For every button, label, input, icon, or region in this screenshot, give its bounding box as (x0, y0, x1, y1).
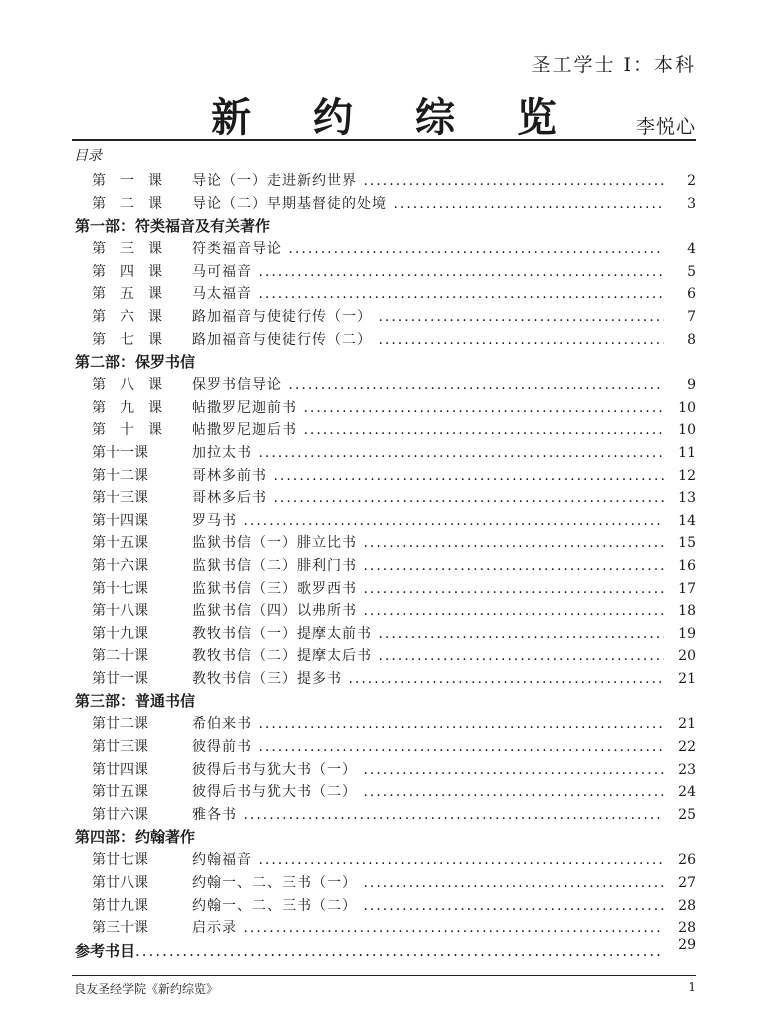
toc-entry-page: 21 (678, 716, 696, 733)
toc-lesson-char: 第廿三课 (92, 739, 148, 756)
toc-entry-title: 监狱书信（三）歌罗西书 ..... (192, 578, 664, 601)
toc-lesson-char: 课 (148, 308, 162, 325)
toc-entry[interactable] (0, 713, 768, 736)
toc-lesson-char: 第十三课 (92, 490, 148, 507)
toc-lesson-number (92, 397, 162, 420)
toc-entry[interactable] (0, 668, 768, 691)
toc-entry-page: 16 (678, 557, 696, 574)
toc-entry-title: 启示录 ..... (192, 917, 664, 940)
footer-rule (72, 975, 696, 976)
toc-lesson-char: 二 (120, 195, 134, 212)
toc-lesson-char: 第 (92, 308, 106, 325)
toc-entry[interactable] (0, 895, 768, 918)
toc-entry-page: 17 (678, 580, 696, 597)
toc-entry-page: 14 (678, 512, 696, 529)
toc-entry-title: 约翰一、二、三书（二） ..... (192, 895, 664, 918)
toc-entry-title: 彼得后书与犹大书（一） ..... (192, 759, 664, 782)
toc-lesson-char: 第 (92, 263, 106, 280)
toc-entry-page: 11 (678, 444, 696, 461)
toc-entry-title: 教牧书信（一）提摩太前书 ..... (192, 623, 664, 646)
toc-entry[interactable] (0, 465, 768, 488)
toc-entry-page: 22 (678, 739, 696, 756)
toc-label: 目录 (74, 148, 102, 164)
toc-entry-page: 10 (678, 422, 696, 439)
toc-entry-title: 监狱书信（四）以弗所书 ..... (192, 600, 664, 623)
toc-lesson-number (92, 532, 162, 555)
toc-entry-page: 27 (678, 875, 696, 892)
toc-entry[interactable] (0, 736, 768, 759)
toc-entry[interactable] (0, 170, 768, 193)
toc-lesson-number (92, 645, 162, 668)
toc-lesson-char: 课 (148, 195, 162, 212)
toc-entry-page: 6 (687, 286, 696, 303)
toc-entry-title: 监狱书信（一）腓立比书 ..... (192, 532, 664, 555)
toc-entry-page: 2 (687, 173, 696, 189)
toc-lesson-char: 八 (120, 377, 134, 394)
toc-lesson-number (92, 804, 162, 827)
toc-lesson-number (92, 283, 162, 306)
toc-entry[interactable] (0, 849, 768, 872)
author-name: 李悦心 (635, 116, 696, 138)
toc-lesson-number (92, 555, 162, 578)
toc-entry-title: 路加福音与使徒行传（一） ..... (192, 306, 664, 329)
toc-part-heading: 第二部：保罗书信 (75, 353, 196, 372)
toc-entry-page: 15 (678, 535, 696, 552)
toc-entry-page: 10 (678, 399, 696, 416)
toc-lesson-char: 七 (120, 331, 134, 348)
toc-part-heading: 第三部：普通书信 (75, 692, 196, 711)
toc-lesson-char: 三 (120, 241, 134, 258)
toc-entry-page: 9 (687, 377, 696, 394)
toc-entry-page: 5 (687, 263, 696, 280)
toc-lesson-number (92, 193, 162, 216)
toc-entry-title: 希伯来书 ..... (192, 713, 664, 736)
toc-entry[interactable] (0, 419, 768, 442)
toc-entry[interactable] (0, 759, 768, 782)
toc-lesson-char: 第 (92, 286, 106, 303)
toc-lesson-char: 一 (120, 173, 134, 189)
toc-lesson-char: 第 (92, 241, 106, 258)
toc-entry-page: 4 (687, 241, 696, 258)
toc-entry[interactable] (0, 261, 768, 284)
toc-entry-page: 18 (678, 603, 696, 620)
toc-lesson-number (92, 374, 162, 397)
toc-lesson-char: 第 (92, 422, 106, 439)
toc-entry-title: 雅各书 ..... (192, 804, 664, 827)
toc-lesson-char: 第十七课 (92, 580, 148, 597)
toc-entry[interactable] (0, 600, 768, 623)
toc-lesson-number (92, 442, 162, 465)
toc-entry-title: 监狱书信（二）腓利门书 ..... (192, 555, 664, 578)
toc-entry[interactable] (0, 781, 768, 804)
course-label: 圣工学士 I：本科 (531, 54, 696, 76)
toc-bibliography[interactable] (0, 936, 768, 962)
toc-entry-title: 彼得前书 ..... (192, 736, 664, 759)
toc-lesson-char: 第十五课 (92, 535, 148, 552)
header-rule (72, 139, 696, 141)
toc-lesson-char: 课 (148, 377, 162, 394)
bibliography-title: 参考书目 ..... (75, 940, 664, 962)
toc-entry-title: 教牧书信（三）提多书 ..... (192, 668, 664, 691)
toc-entry-title: 导论（一）走进新约世界 ..... (192, 170, 664, 193)
toc-entry-page: 25 (678, 806, 696, 823)
toc-lesson-char: 第 (92, 399, 106, 416)
toc-entry-page: 7 (687, 308, 696, 325)
toc-entry-title: 约翰福音 ..... (192, 849, 664, 872)
toc-lesson-number (92, 419, 162, 442)
toc-lesson-char: 第 (92, 377, 106, 394)
toc-lesson-number (92, 895, 162, 918)
toc-lesson-char: 第廿五课 (92, 784, 148, 801)
toc-entry-title: 马可福音 ..... (192, 261, 664, 284)
toc-entry-title: 符类福音导论 ..... (192, 238, 664, 261)
toc-lesson-number (92, 623, 162, 646)
toc-lesson-char: 第三十课 (92, 920, 148, 937)
toc-lesson-number (92, 872, 162, 895)
toc-lesson-char: 五 (120, 286, 134, 303)
toc-entry-page: 24 (678, 784, 696, 801)
toc-entry[interactable] (0, 645, 768, 668)
toc-entry-title: 加拉太书 ..... (192, 442, 664, 465)
toc-lesson-char: 第十八课 (92, 603, 148, 620)
toc-entry[interactable] (0, 193, 768, 216)
toc-entry-page: 12 (678, 467, 696, 484)
toc-lesson-number (92, 600, 162, 623)
toc-lesson-char: 第廿八课 (92, 875, 148, 892)
page-title: 新 约 综 览 (211, 94, 581, 141)
toc-entry-title: 教牧书信（二）提摩太后书 ..... (192, 645, 664, 668)
table-of-contents (0, 170, 768, 962)
toc-part-heading: 第一部：符类福音及有关著作 (75, 217, 271, 236)
toc-entry[interactable] (0, 238, 768, 261)
toc-lesson-char: 六 (120, 308, 134, 325)
toc-lesson-number (92, 759, 162, 782)
toc-lesson-char: 第二十课 (92, 648, 148, 665)
toc-lesson-number (92, 781, 162, 804)
toc-entry-title: 彼得后书与犹大书（二） ..... (192, 781, 664, 804)
toc-lesson-number (92, 736, 162, 759)
toc-lesson-number (92, 713, 162, 736)
toc-entry-title: 帖撒罗尼迦后书 ..... (192, 419, 664, 442)
toc-entry-title: 帖撒罗尼迦前书 ..... (192, 397, 664, 420)
toc-lesson-number (92, 306, 162, 329)
toc-part-heading: 第四部：约翰著作 (75, 828, 196, 847)
toc-lesson-number (92, 329, 162, 352)
toc-lesson-char: 第廿六课 (92, 806, 148, 823)
toc-lesson-char: 第廿四课 (92, 761, 148, 778)
toc-lesson-number (92, 170, 162, 193)
footer-source: 良友圣经学院《新约综览》 (74, 982, 219, 996)
toc-lesson-number (92, 465, 162, 488)
toc-lesson-char: 第十二课 (92, 467, 148, 484)
toc-entry[interactable] (0, 555, 768, 578)
footer-page-number: 1 (688, 980, 696, 994)
toc-lesson-number (92, 917, 162, 940)
toc-lesson-number (92, 510, 162, 533)
toc-entry-title: 保罗书信导论 ..... (192, 374, 664, 397)
toc-lesson-number (92, 668, 162, 691)
toc-entry-title: 马太福音 ..... (192, 283, 664, 306)
toc-lesson-char: 四 (120, 263, 134, 280)
toc-lesson-char: 课 (148, 173, 162, 189)
toc-entry-title: 哥林多后书 ..... (192, 487, 664, 510)
toc-entry[interactable] (0, 487, 768, 510)
toc-entry[interactable] (0, 804, 768, 827)
toc-lesson-char: 第十一课 (92, 444, 148, 461)
toc-entry-page: 20 (678, 648, 696, 665)
toc-lesson-char: 课 (148, 263, 162, 280)
toc-lesson-char: 课 (148, 331, 162, 348)
toc-lesson-char: 十 (120, 422, 134, 439)
toc-entry[interactable] (0, 442, 768, 465)
toc-entry-title: 约翰一、二、三书（一） ..... (192, 872, 664, 895)
toc-lesson-char: 九 (120, 399, 134, 416)
toc-lesson-char: 课 (148, 286, 162, 303)
toc-entry-title: 哥林多前书 ..... (192, 465, 664, 488)
toc-lesson-char: 第廿七课 (92, 852, 148, 869)
toc-entry[interactable] (0, 578, 768, 601)
toc-entry-page: 13 (678, 490, 696, 507)
toc-lesson-char: 课 (148, 241, 162, 258)
toc-entry[interactable] (0, 623, 768, 646)
toc-lesson-char: 第廿九课 (92, 897, 148, 914)
toc-lesson-number (92, 238, 162, 261)
toc-entry-page: 23 (678, 761, 696, 778)
toc-lesson-number (92, 849, 162, 872)
toc-entry-page: 8 (687, 331, 696, 348)
toc-lesson-char: 第 (92, 173, 106, 189)
toc-lesson-char: 课 (148, 399, 162, 416)
toc-entry[interactable] (0, 374, 768, 397)
toc-lesson-char: 第十六课 (92, 557, 148, 574)
toc-entry-page: 3 (687, 195, 696, 212)
toc-entry-page: 19 (678, 625, 696, 642)
toc-entry-title: 导论（二）早期基督徒的处境 ..... (192, 193, 664, 216)
toc-lesson-char: 第廿二课 (92, 716, 148, 733)
toc-entry-page: 26 (678, 852, 696, 869)
toc-entry-page: 21 (678, 670, 696, 687)
toc-lesson-char: 第十九课 (92, 625, 148, 642)
toc-entry[interactable] (0, 306, 768, 329)
toc-lesson-number (92, 487, 162, 510)
toc-entry-page: 28 (678, 920, 696, 937)
toc-lesson-char: 课 (148, 422, 162, 439)
toc-entry[interactable] (0, 397, 768, 420)
toc-entry-title: 路加福音与使徒行传（二） ..... (192, 329, 664, 352)
toc-lesson-number (92, 261, 162, 284)
toc-entry[interactable] (0, 283, 768, 306)
toc-lesson-number (92, 578, 162, 601)
bibliography-page: 29 (678, 936, 696, 953)
toc-entry[interactable] (0, 917, 768, 940)
toc-lesson-char: 第 (92, 331, 106, 348)
toc-lesson-char: 第十四课 (92, 512, 148, 529)
toc-entry[interactable] (0, 872, 768, 895)
toc-entry-page: 28 (678, 897, 696, 914)
toc-entry[interactable] (0, 532, 768, 555)
toc-entry[interactable] (0, 329, 768, 352)
toc-entry[interactable] (0, 510, 768, 533)
toc-lesson-char: 第廿一课 (92, 670, 148, 687)
toc-lesson-char: 第 (92, 195, 106, 212)
toc-entry-title: 罗马书 ..... (192, 510, 664, 533)
